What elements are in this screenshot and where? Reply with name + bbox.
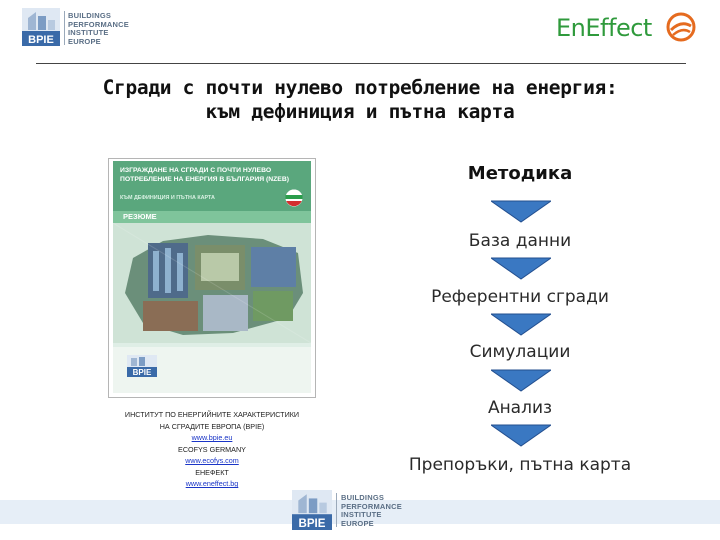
bpie-line: INSTITUTE [341, 510, 382, 519]
step-analysis: Анализ [487, 398, 553, 418]
down-arrow-icon [491, 199, 551, 223]
credit-line: ЕНЕФЕКТ [195, 467, 229, 477]
down-arrow-icon [491, 423, 551, 447]
eneffect-wordmark: EnEffect [556, 14, 652, 42]
bpie-line: BUILDINGS [68, 11, 112, 20]
step-simulations: Симулации [469, 342, 571, 362]
bulgaria-map-collage [113, 223, 311, 343]
bpie-logo [22, 8, 152, 48]
step-reference-buildings: Референтни сгради [431, 287, 609, 307]
eneffect-link[interactable]: www.eneffect.bg [185, 479, 239, 488]
title-line-2: към дефиниция и пътна карта [205, 100, 515, 123]
step-database: База данни [468, 231, 572, 251]
step-recommendations: Препоръки, пътна карта [408, 455, 632, 475]
bpie-wordmark [68, 12, 129, 46]
footer-bpie-divider [336, 493, 337, 527]
credit-line: ECOFYS GERMANY [178, 444, 246, 454]
title-line-1: Сгради с почти нулево потребление на енергия: [102, 76, 618, 99]
credits [112, 409, 312, 490]
eneffect-swirl-icon [666, 12, 696, 42]
cover-summary-label: РЕЗЮМЕ [123, 212, 157, 221]
bpie-abbr: BPIE [28, 34, 54, 46]
cover-bpie-abbr: BPIE [132, 368, 152, 377]
credit-line: НА СГРАДИТЕ ЕВРОПА (BPIE) [159, 421, 265, 431]
cover-subheading: КЪМ ДЕФИНИЦИЯ И ПЪТНА КАРТА [120, 195, 215, 201]
bpie-line: EUROPE [341, 518, 374, 528]
bpie-divider [64, 11, 65, 45]
bpie-line: INSTITUTE [68, 28, 109, 37]
down-arrow-icon [491, 368, 551, 392]
report-cover [108, 158, 316, 398]
footer-bpie-building-icon [292, 490, 332, 530]
cover-heading: ИЗГРАЖДАНЕ НА СГРАДИ С ПОЧТИ НУЛЕВО ПОТРЕБЛЕНИЕ НА ЕНЕРГИЯ В БЪЛГАРИЯ (NZEB) [120, 167, 290, 183]
bpie-line: EUROPE [68, 36, 101, 46]
report-cover-image [113, 161, 311, 393]
eneffect-logo [556, 10, 696, 44]
bulgaria-flag-icon [285, 189, 303, 207]
page-title [40, 76, 680, 124]
footer-bpie-wordmark [341, 494, 402, 528]
header-divider [36, 63, 686, 64]
down-arrow-icon [491, 256, 551, 280]
cover-bpie-logo-icon [127, 355, 157, 377]
bpie-building-icon [22, 8, 60, 46]
footer-bpie-abbr: BPIE [298, 517, 326, 530]
bpie-line: BUILDINGS [341, 493, 385, 502]
ecofys-link[interactable]: www.ecofys.com [185, 456, 239, 465]
down-arrow-icon [491, 312, 551, 336]
bpie-line: PERFORMANCE [341, 501, 402, 511]
footer-bpie-logo [292, 490, 442, 532]
bpie-line: PERFORMANCE [68, 19, 129, 29]
credit-line: ИНСТИТУТ ПО ЕНЕРГИЙНИТЕ ХАРАКТЕРИСТИКИ [124, 410, 300, 419]
methodology-title: Методика [467, 163, 573, 184]
bpie-link[interactable]: www.bpie.eu [191, 433, 233, 442]
cover-footer [113, 347, 311, 393]
